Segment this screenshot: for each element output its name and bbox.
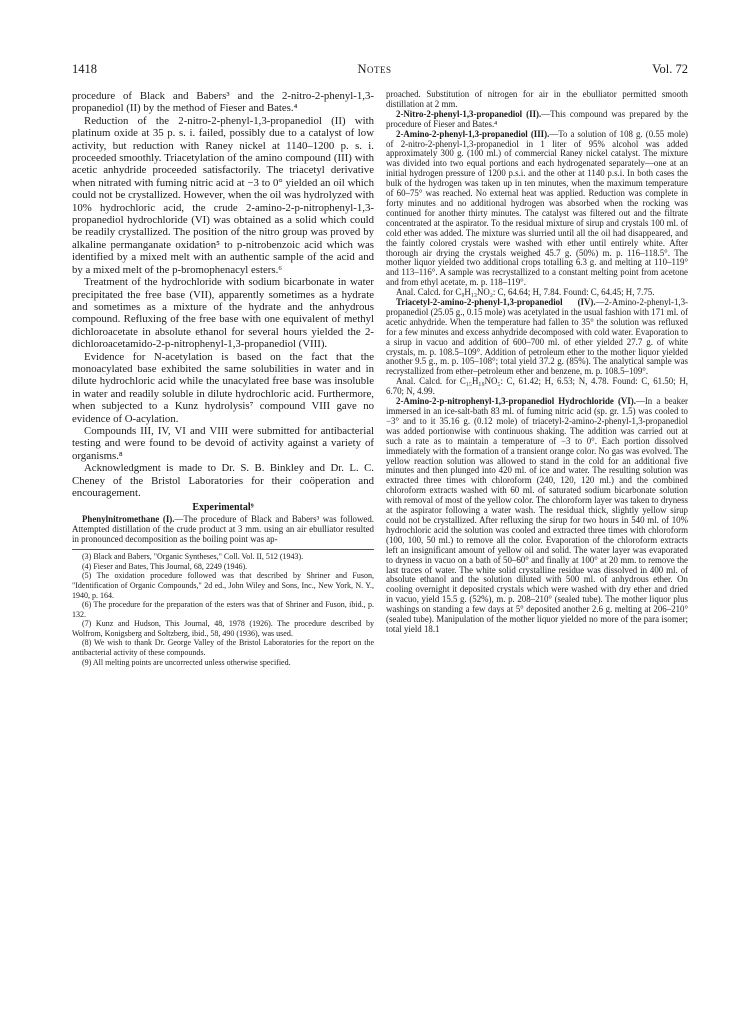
experimental-paragraph <box>386 130 688 289</box>
experimental-text: —This compound was prepared by the procedure of Fieser and Bates.⁴ <box>386 108 689 129</box>
footnote: (6) The procedure for the preparation of the esters was that of Shriner and Fuson, ibid., p. 132. <box>72 600 374 619</box>
analysis-paragraph: Anal. Calcd. for C₁₅H₁₉NO₅: C, 61.42; H, 6.53; N, 4.78. Found: C, 61.50; H, 6.70; N, 4.99. <box>386 376 688 397</box>
left-column <box>72 90 374 667</box>
volume-number: Vol. 72 <box>652 62 688 76</box>
compound-title: Triacetyl-2-amino-2-phenyl-1,3-propanediol (IV). <box>396 297 596 308</box>
footnote: (5) The oxidation procedure followed was that described by Shriner and Fuson, "Identification of Organic Compounds," 2d ed., John Wiley and Sons, Inc., New York, N. Y., 1940, p. 164. <box>72 571 374 600</box>
body-paragraph: Reduction of the 2-nitro-2-phenyl-1,3-propanediol (II) with platinum oxide at 35 p. s. i. failed, possibly due to a catalyst of low activity, but reduction with Raney nickel at 1140–1200 p. s. i. proceeded smoothly. Triacetylation of the amino compound (III) with acetic anhydride proceeded satisfactorily. The triacetyl derivative when nitrated with fuming nitric acid at −3 to 0° yielded an oil which could not be crystallized. However, when the oil was hydrolyzed with 10% hydrochloric acid, the crude 2-amino-2-p-nitrophenyl-1,3-propanediol hydrochloride (VI) was obtained as a solid which could be readily crystallized. The position of the nitro group was proved by alkaline permanganate oxidation⁵ to p-nitrobenzoic acid which was identified by a mixed melt with an authentic sample of the acid and by a mixed melt of the p-bromophenacyl esters.⁶ <box>72 114 374 276</box>
footnote: (7) Kunz and Hudson, This Journal, 48, 1978 (1926). The procedure described by Wolfrom, Konigsberg and Soltzberg, ibid., 58, 490 (1936), was used. <box>72 619 374 638</box>
acknowledgment-paragraph: Acknowledgment is made to Dr. S. B. Binkley and Dr. L. C. Cheney of the Bristol Laboratories for their coöperation and encouragement. <box>72 462 374 499</box>
analysis-paragraph: Anal. Calcd. for C₉H₁₃NO₂: C, 64.64; H, 7.84. Found: C, 64.45; H, 7.75. <box>396 287 655 298</box>
body-paragraph: Evidence for N-acetylation is based on the fact that the monoacylated base exhibited the same solubilities in water and in dilute hydrochloric acid while the unacylated free base was insoluble in water and readily soluble in dilute hydrochloric acid. Furthermore, when subjected to a Kunz hydrolysis⁷ compound VIII gave no evidence of O-acylation. <box>72 350 374 425</box>
footnotes <box>72 549 374 667</box>
compound-title: Phenylnitromethane (I). <box>82 514 175 525</box>
footnote: (8) We wish to thank Dr. George Valley of the Bristol Laboratories for the report on the antibacterial activity of these compounds. <box>72 638 374 658</box>
footnote: (9) All melting points are uncorrected unless otherwise specified. <box>82 657 291 667</box>
running-head <box>72 62 688 82</box>
right-column <box>386 90 688 667</box>
page-number: 1418 <box>72 62 97 76</box>
experimental-heading: Experimental⁹ <box>192 502 254 514</box>
experimental-text: —In a beaker immersed in an ice-salt-bath 83 ml. of fuming nitric acid (sp. gr. 1.5) was cooled to −3° and to it 35.16 g. (0.12 mole) of triacetyl-2-amino-2-phenyl-1,3-propanediol was added portionwise with continuous shaking. The addition was carried out at such a rate as to maintain a temperature of −3 to 0°. Each portion dissolved immediately with the formation of a transient orange color. No gas was evolved. The yellow reaction solution was allowed to stand in the cold for an additional five minutes and then plunged into 420 ml. of ice and water. The resulting solution was extracted three times with chloroform (240, 120, 120 ml.) and the combined chloroform extracts washed with 60 ml. of saturated sodium bicarbonate solution with removal of most of the yellow color. The chloroform layer was taken to dryness at the aspirator following a water wash. The residual thick, slightly yellow sirup could not be crystallized. After refluxing the sirup for two hours in 540 ml. of 10% hydrochloric acid the solution was cooled and extracted three times with chloroform (100, 100, 50 ml.) to remove all the color. Evaporation of the chloroform extracts left an insignificant amount of yellow oil and solid. The water layer was evaporated to dryness in vacuo on a bath of 50–60° and finally at 100° at 20 mm. to remove the last traces of water. The white solid crystalline residue was dissolved in 400 ml. of absolute ethanol and the solution diluted with 500 ml. of anhydrous ether. On cooling overnight it deposited crystals which were washed with dry ether and dried in vacuo, yield 15.5 g. (52%), m. p. 208–210° (sealed tube). The mother liquor plus washings on standing a few days at 5° deposited another 2.6 g. melting at 206–210° (sealed tube). Manipulation of the mother liquor yielded no more of the para isomer; total yield 18.1 <box>386 396 688 634</box>
body-paragraph: Compounds III, IV, VI and VIII were submitted for antibacterial testing and were found to be devoid of activity against a variety of organisms.⁸ <box>72 424 374 462</box>
experimental-paragraph: proached. Substitution of nitrogen for air in the ebulliator permitted smooth distillation at 2 mm. <box>386 89 688 109</box>
experimental-paragraph <box>386 397 688 635</box>
journal-page <box>72 62 688 667</box>
experimental-text: —To a solution of 108 g. (0.55 mole) of 2-nitro-2-phenyl-1,3-propanediol in 1 liter of 95% alcohol was added approximately 300 g. (100 ml.) of commercial Raney nickel catalyst. The mixture was divided into two equal portions and each hydrogenated separately—one at an initial hydrogen pressure of 1200 p.s.i. and the other at 1140 p.s.i. In both cases the bulk of the hydrogen was taken up in ten minutes, when the maximum temperature of 60–75° was reached. No external heat was applied. Reduction was complete in forty minutes and no additional hydrogen was absorbed when the rocking was continued for another thirty minutes. The catalyst was filtered out and the filtrate concentrated at the aspirator. To the residual mixture of sirup and crystals 100 ml. of cold ether was added. The mixture was slurried until all the oil had disappeared, and the faintly colored crystals were washed with ether until entirely white. After thorough air drying the crystals weighed 45.7 g. (50%) m. p. 116–118.5°. The mother liquor yielded two additional crops totalling 6.3 g. and melting at 110–119° and 113–116°. A sample was recrystallized to a constant melting point from acetone and from ethyl acetate, m. p. 118–119°. <box>386 128 689 288</box>
journal-section-title: Notes <box>357 62 392 76</box>
body-paragraph: Treatment of the hydrochloride with sodium bicarbonate in water precipitated the free base (VII), apparently sometimes as a hydrate and sometimes as a mixture of the hydrate and the anhydrous compound. Refluxing of the free base with one equivalent of methyl dichloroacetate in absolute ethanol for several hours yielded the 2-dichloroacetamido-2-p-nitrophenyl-1,3-propanediol (VIII). <box>72 276 374 351</box>
body-paragraph: procedure of Black and Babers³ and the 2-nitro-2-phenyl-1,3-propanediol (II) by the method of Fieser and Bates.⁴ <box>72 90 374 115</box>
experimental-text: —2-Amino-2-phenyl-1,3-propanediol (25.05 g., 0.15 mole) was acetylated in the usual fashion with 171 ml. of acetic anhydride. When the temperature had fallen to 35° the solution was refluxed for a few minutes and excess anhydride decomposed with cold water. Evaporation to a sirup in vacuo and addition of 600–700 ml. of ether yielded 27.7 g. of white crystals, m. p. 108.5–109°. Addition of petroleum ether to the mother liquor yielded another 9.5 g., m. p. 105–108°; total yield 37.2 g. (85%). The analytical sample was recrystallized from ether–petroleum ether and benzene, m. p. 108.5–109°. <box>386 297 688 377</box>
experimental-paragraph <box>386 298 688 377</box>
experimental-paragraph <box>386 110 688 130</box>
compound-title: 2-Amino-2-p-nitrophenyl-1,3-propanediol Hydrochloride (VI). <box>396 396 636 407</box>
compound-title: 2-Amino-2-phenyl-1,3-propanediol (III). <box>396 128 550 139</box>
compound-title: 2-Nitro-2-phenyl-1,3-propanediol (II). <box>396 108 542 119</box>
experimental-text: —The procedure of Black and Babers³ was followed. Attempted distillation of the crude product at 3 mm. using an air ebulliator resulted in pronounced decomposition as the boiling point was ap- <box>72 514 374 545</box>
footnote: (3) Black and Babers, "Organic Syntheses," Coll. Vol. II, 512 (1943). <box>82 552 304 562</box>
footnote: (4) Fieser and Bates, This Journal, 68, 2249 (1946). <box>82 561 248 571</box>
experimental-paragraph <box>72 515 374 545</box>
